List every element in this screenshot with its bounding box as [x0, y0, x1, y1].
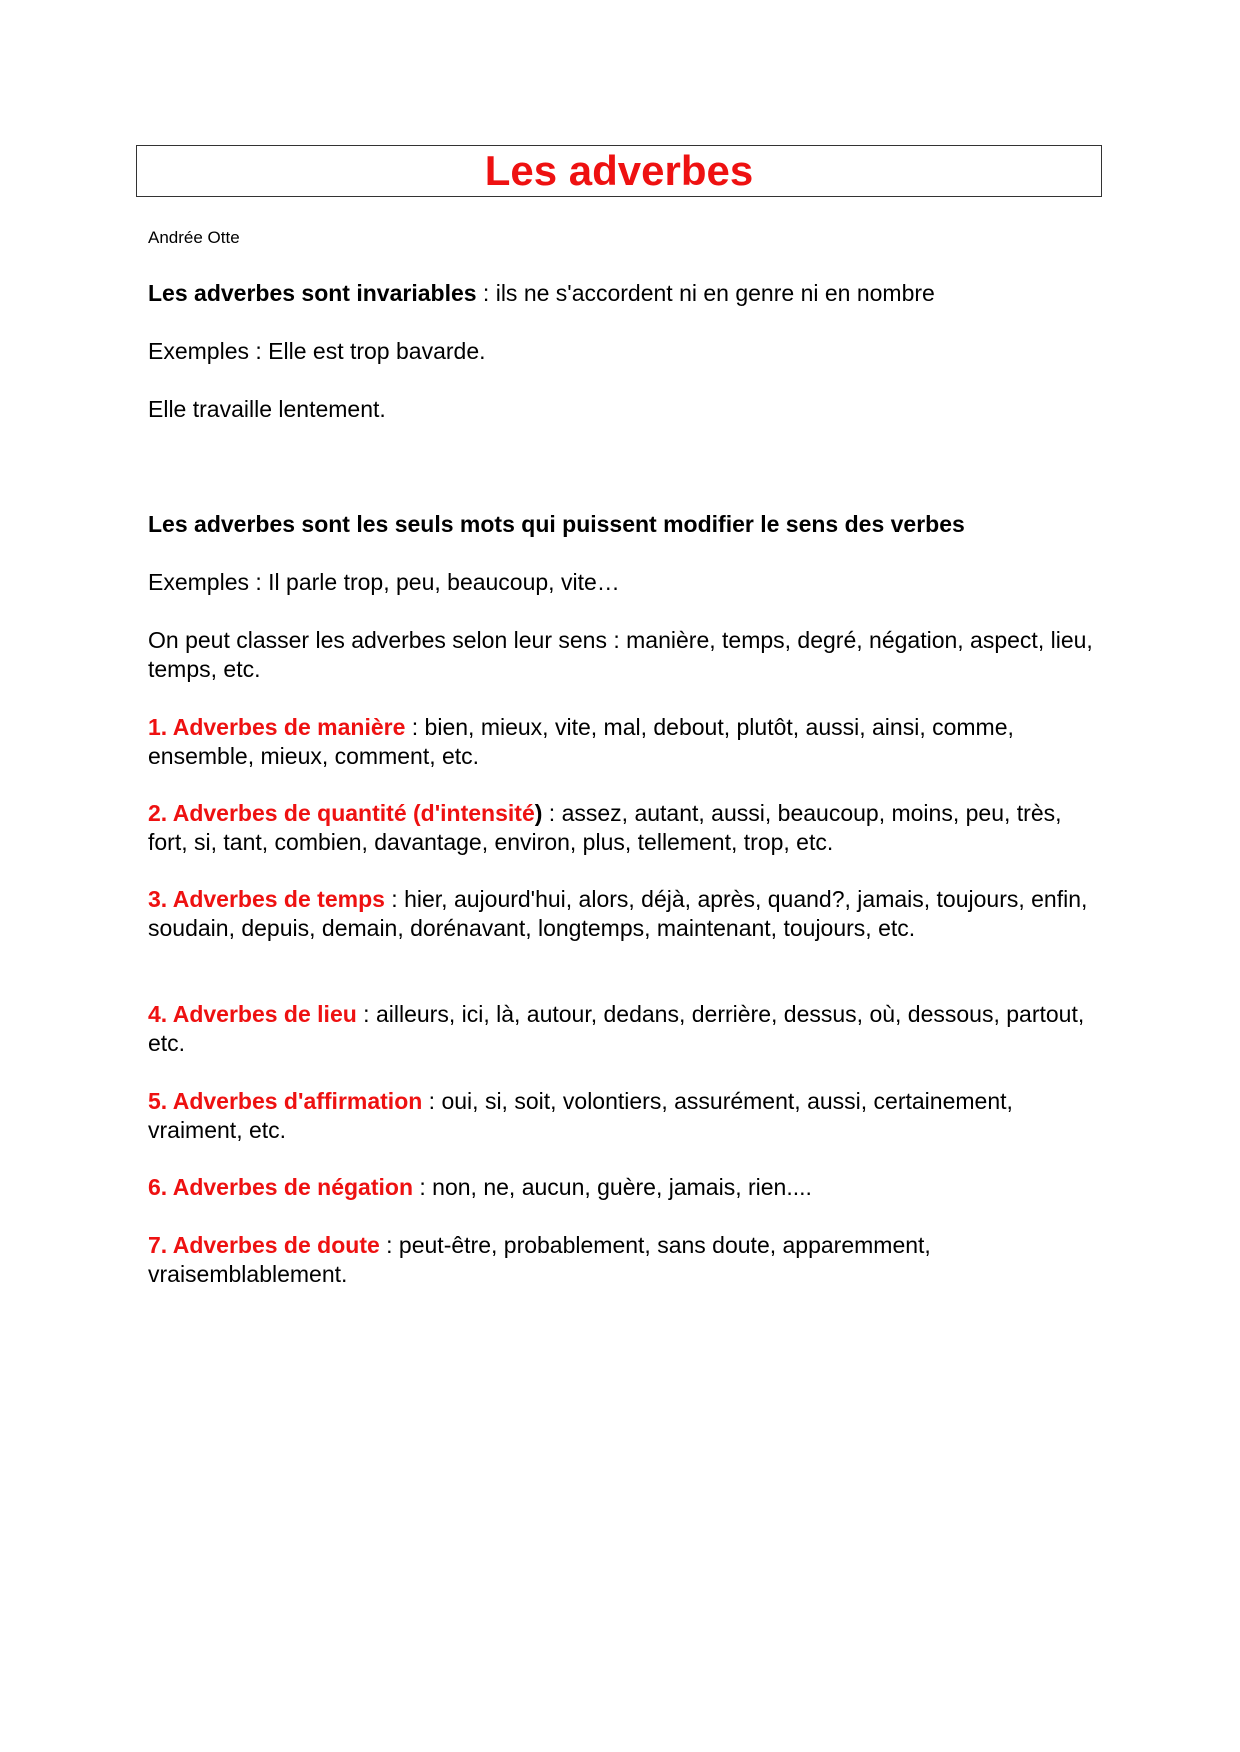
title-box [136, 145, 1102, 197]
category-heading: 7. Adverbes de doute [148, 1232, 380, 1258]
category-heading: 3. Adverbes de temps [148, 886, 385, 912]
paragraph-seuls-mots: Les adverbes sont les seuls mots qui puissent modifier le sens des verbes [148, 511, 965, 537]
category-text: : non, ne, aucun, guère, jamais, rien.... [413, 1174, 812, 1200]
category-heading: 1. Adverbes de manière [148, 714, 406, 740]
category-place [148, 1000, 1098, 1058]
category-heading: 5. Adverbes d'affirmation [148, 1088, 423, 1114]
invariables-bold: Les adverbes sont invariables [148, 280, 477, 306]
category-heading: 2. Adverbes de quantité (d'intensité [148, 800, 535, 826]
author: Andrée Otte [148, 228, 240, 247]
paragraph-example-3: Exemples : Il parle trop, peu, beaucoup, vite… [148, 569, 620, 595]
invariables-rest: : ils ne s'accordent ni en genre ni en nombre [476, 280, 935, 306]
paragraph-example-2: Elle travaille lentement. [148, 396, 386, 422]
category-text: : ailleurs, ici, là, autour, dedans, derrière, dessus, où, dessous, partout, etc. [148, 1001, 1085, 1056]
category-doubt [148, 1231, 1098, 1289]
category-heading: 4. Adverbes de lieu [148, 1001, 357, 1027]
page-title: Les adverbes [484, 147, 754, 194]
paragraph-classer: On peut classer les adverbes selon leur sens : manière, temps, degré, négation, aspect, lieu, temps, etc. [148, 627, 1093, 682]
category-affirmation [148, 1087, 1098, 1145]
paragraph-invariables [148, 279, 1098, 308]
category-closing-paren: ) [534, 800, 543, 826]
category-text: : peut-être, probablement, sans doute, apparemment, vraisemblablement. [148, 1232, 931, 1287]
category-quantity [148, 799, 1098, 857]
category-heading: 6. Adverbes de négation [148, 1174, 413, 1200]
category-text: : bien, mieux, vite, mal, debout, plutôt, aussi, ainsi, comme, ensemble, mieux, comment, etc. [148, 714, 1014, 769]
paragraph-example-1: Exemples : Elle est trop bavarde. [148, 338, 486, 364]
category-text: : oui, si, soit, volontiers, assurément, aussi, certainement, vraiment, etc. [148, 1088, 1013, 1143]
category-text: : assez, autant, aussi, beaucoup, moins, peu, très, fort, si, tant, combien, davantage, environ, plus, tellement, trop, etc. [148, 800, 1062, 855]
category-negation [148, 1173, 1098, 1202]
category-text: : hier, aujourd'hui, alors, déjà, après, quand?, jamais, toujours, enfin, soudain, depuis, demain, dorénavant, longtemps, maintenant, toujours, etc. [148, 886, 1088, 941]
category-manner [148, 713, 1098, 771]
category-time [148, 885, 1098, 943]
